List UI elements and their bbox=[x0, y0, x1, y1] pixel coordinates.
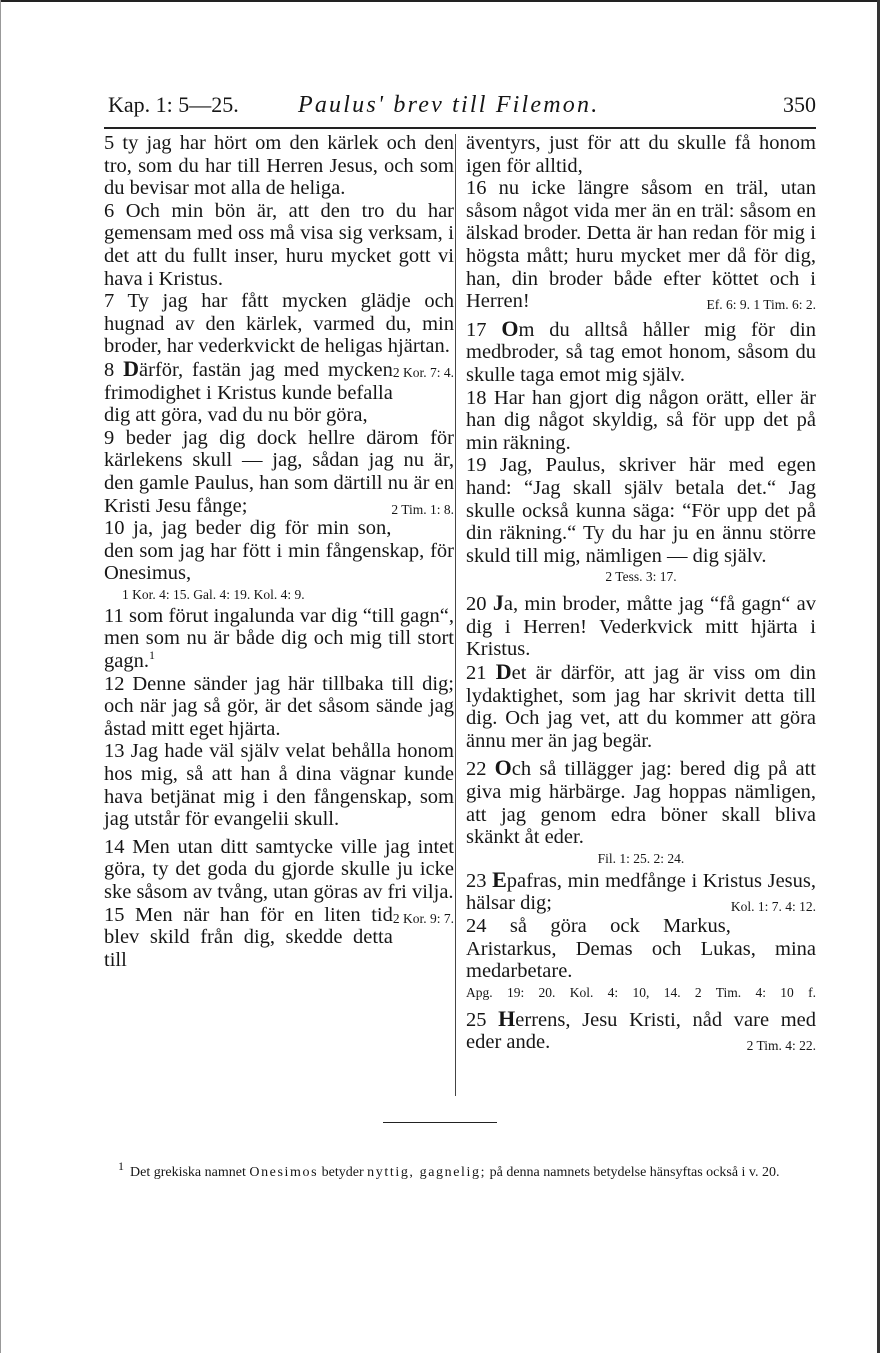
verse-number: 25 bbox=[466, 1008, 487, 1031]
initial-letter: H bbox=[498, 1005, 516, 1031]
verse-15-continued: äventyrs, just för att du skulle få honom igen för alltid, bbox=[466, 132, 816, 177]
verse-number: 22 bbox=[466, 758, 487, 781]
verse-17-text: m du alltså håller mig för din medbroder, så tag emot honom, såsom du skulle taga emot mig själv. bbox=[466, 318, 816, 386]
footnote-text: Det grekiska namnet bbox=[130, 1165, 246, 1180]
verse-25 bbox=[466, 1005, 817, 1054]
chapter-reference: Kap. 1: 5—25. bbox=[108, 92, 239, 117]
verse-13: 13 Jag hade väl själv velat behålla honom hos mig, så att han å dina vägnar kunde hava betjänat mig i den fångenskap, som jag utstår för evangelii skull. bbox=[104, 740, 454, 831]
book-title: Paulus' brev till Filemon. bbox=[298, 92, 600, 118]
cross-reference: 2 Kor. 7: 4. bbox=[392, 364, 454, 380]
left-column bbox=[104, 132, 454, 971]
verse-22 bbox=[466, 757, 816, 848]
verse-20 bbox=[466, 592, 816, 661]
initial-letter: D bbox=[123, 355, 140, 381]
verse-number: 17 bbox=[466, 318, 487, 341]
verse-15: 15 Men när han för en liten tid blev skild från dig, skedde detta till bbox=[104, 903, 393, 971]
cross-reference: 2 Tim. 4: 22. bbox=[746, 1038, 816, 1054]
verse-23-text: pafras, min medfånge i Kristus Jesus, hälsar dig; bbox=[466, 869, 816, 915]
page-edge bbox=[0, 0, 880, 2]
footnote-text: på denna namnets betydelse hänsyftas också i v. 20. bbox=[489, 1165, 780, 1180]
cross-reference: 2 Kor. 9: 7. bbox=[392, 910, 454, 926]
verse-18: 18 Har han gjort dig någon orätt, eller är han dig något skyldig, så för upp det på min räkning. bbox=[466, 386, 816, 454]
verse-22-text: ch så tillägger jag: bered dig på att giva mig härbärge. Jag hoppas nämligen, att jag genom edra böner skall bliva skänkt åt eder. bbox=[466, 758, 817, 849]
verse-21 bbox=[466, 661, 816, 752]
verse-9 bbox=[104, 427, 454, 517]
verse-5: 5 ty jag har hört om den kärlek och den tro, som du har till Herren Jesus, och som du bevisar mot alla de heliga. bbox=[104, 132, 454, 200]
cross-reference: 2 Tess. 3: 17. bbox=[605, 569, 677, 585]
cross-reference: Fil. 1: 25. 2: 24. bbox=[597, 850, 685, 866]
verse-number: 8 bbox=[104, 358, 115, 381]
verse-19: 19 Jag, Paulus, skriver här med egen hand: “Jag skall själv betala det.“ Jag skulle också kunna säga: “För upp det på din räkning.“ Ty du har ju en ännu större skuld till mig, nämligen — dig själv. bbox=[466, 454, 816, 567]
footnote-text: betyder bbox=[321, 1165, 364, 1180]
right-column bbox=[466, 132, 816, 1058]
verse-25-text: errens, Jesu Kristi, nåd vare med eder ande. bbox=[466, 1008, 817, 1054]
verse-12: 12 Denne sänder jag här tillbaka till dig; och när jag så gör, är det såsom sände jag åstad mitt eget hjärta. bbox=[104, 672, 454, 740]
verse-number: 20 bbox=[466, 593, 487, 616]
verse-number: 23 bbox=[466, 869, 487, 892]
verse-23 bbox=[466, 866, 816, 915]
verse-14-text: 14 Men utan ditt samtycke ville jag intet göra, ty det goda du gjorde skulle ju icke ske såsom av tvång, utan göras av fri vilja. bbox=[104, 835, 454, 903]
verse-14 bbox=[104, 835, 454, 926]
initial-letter: O bbox=[494, 755, 512, 781]
verse-24: 24 så göra ock Markus, Aristarkus, Demas och Lukas, mina medarbetare. bbox=[466, 915, 816, 983]
cross-reference: Kol. 1: 7. 4: 12. bbox=[730, 899, 816, 915]
verse-6: 6 Och min bön är, att den tro du har gemensam med oss må visa sig verksam, i det att du fullt inser, huru mycket gott vi hava i Kristus. bbox=[104, 199, 454, 290]
verse-21-text: et är därför, att jag är viss om din lydaktighet, som jag har skrivit detta till dig. Och jag vet, att du kommer att göra ännu mer än jag begär. bbox=[466, 662, 817, 752]
verse-10: 10 ja, jag beder dig för min son, den som jag har fött i min fångenskap, för Onesimus, bbox=[104, 517, 454, 585]
verse-number: 21 bbox=[466, 662, 487, 685]
footnote-meaning: nyttig, gagnelig; bbox=[367, 1165, 487, 1180]
verse-7 bbox=[104, 290, 454, 380]
initial-letter: J bbox=[492, 590, 504, 616]
column-divider bbox=[455, 134, 456, 1096]
initial-letter: D bbox=[495, 659, 512, 685]
footnote-rule bbox=[383, 1122, 497, 1123]
verse-16 bbox=[466, 177, 816, 313]
footnote bbox=[104, 1159, 816, 1181]
cross-reference: 2 Tim. 1: 8. bbox=[391, 501, 454, 517]
page-edge bbox=[0, 0, 1, 1353]
verse-17 bbox=[466, 315, 816, 387]
verse-11-text: 11 som förut ingalunda var dig “till gagn“, men som nu är både dig och mig till stort gagn. bbox=[104, 604, 454, 673]
verse-16-text: 16 nu icke längre såsom en träl, utan såsom något vida mer än en träl: såsom en älskad broder. Detta är han redan för mig i högsta mått; huru mycket mer då för dig, han, din broder både efter köttet och i Herren! bbox=[466, 177, 816, 313]
running-header bbox=[104, 92, 816, 126]
cross-reference: Ef. 6: 9. 1 Tim. 6: 2. bbox=[706, 297, 816, 313]
cross-reference: 1 Kor. 4: 15. Gal. 4: 19. Kol. 4: 9. bbox=[122, 586, 305, 602]
footnote-marker: 1 bbox=[148, 648, 155, 663]
header-rule bbox=[104, 127, 816, 129]
verse-11 bbox=[104, 605, 454, 673]
footnote-marker: 1 bbox=[118, 1159, 124, 1174]
verse-8-text: ärför, fastän jag med mycken frimodighet i Kristus kunde befalla dig att göra, vad du nu bör göra, bbox=[104, 358, 393, 427]
initial-letter: E bbox=[492, 866, 507, 892]
cross-reference: Apg. 19: 20. Kol. 4: 10, 14. 2 Tim. 4: 10 f. bbox=[466, 984, 816, 1000]
verse-20-text: a, min broder, måtte jag “få gagn“ av dig i Herren! Vederkvick mitt hjärta i Kristus. bbox=[466, 593, 817, 661]
footnote-name: Onesimos bbox=[249, 1165, 319, 1180]
verse-7-text: 7 Ty jag har fått mycken glädje och hugnad av den kärlek, varmed du, min broder, har vederkvickt de heligas hjärtan. bbox=[104, 290, 454, 358]
initial-letter: O bbox=[501, 315, 519, 341]
verse-9-text: 9 beder jag dig dock hellre därom för kärlekens skull — jag, sådan jag nu är, den gamle Paulus, han som därtill nu är en Kristi Jesu fånge; bbox=[104, 426, 454, 517]
page-number: 350 bbox=[783, 92, 816, 117]
